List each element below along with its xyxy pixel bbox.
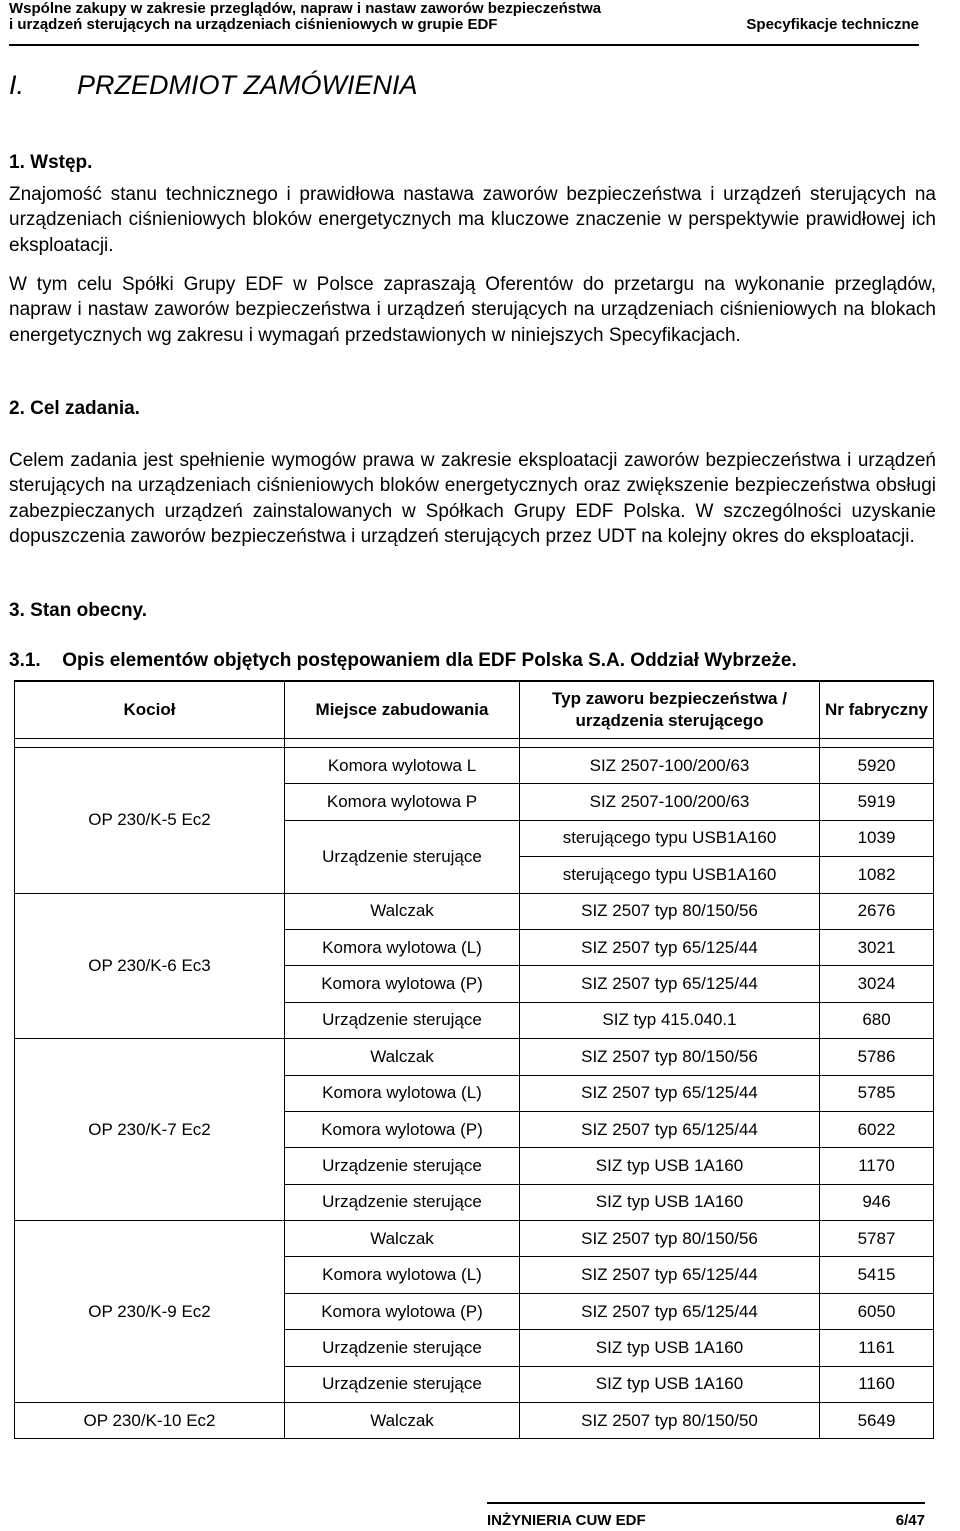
cell-nr: 1160 [820, 1366, 934, 1402]
boiler-name: OP 230/K-5 Ec2 [15, 748, 285, 894]
table-header-row [15, 681, 934, 739]
cell-nr: 5415 [820, 1257, 934, 1293]
cell-miejsce: Urządzenie sterujące [285, 1184, 520, 1220]
cell-miejsce: Urządzenie sterujące [285, 1366, 520, 1402]
section-number: I. [9, 70, 25, 100]
cell-typ: SIZ 2507 typ 65/125/44 [520, 1075, 820, 1111]
cell-miejsce: Komora wylotowa (P) [285, 1111, 520, 1147]
cell-typ: SIZ typ USB 1A160 [520, 1330, 820, 1366]
cell-miejsce: Komora wylotowa L [285, 748, 520, 784]
boiler-name: OP 230/K-9 Ec2 [15, 1221, 285, 1403]
cell-nr: 3021 [820, 929, 934, 965]
heading-cel-zadania [9, 398, 140, 420]
heading-number: 3. [9, 600, 25, 621]
cell-typ: SIZ typ USB 1A160 [520, 1148, 820, 1184]
paragraph-goal: Celem zadania jest spełnienie wymogów prawa w zakresie eksploatacji zaworów bezpieczeństwa i urządzeń sterujących na urządzeniach ciśnieniowych bloków energetycznych oraz zwiększenie bezpieczeństwa obsługi zabezpieczanych urządzeń zainstalowanych w Spółkach Grupy EDF Polska. W szczególności uzyskanie dopuszczenia zaworów bezpieczeństwa i urządzeń sterujących przez UDT na kolejny okres do eksploatacji. [9, 450, 936, 547]
cell-nr: 5785 [820, 1075, 934, 1111]
cell-miejsce: Urządzenie sterujące [285, 1330, 520, 1366]
cell-nr: 5920 [820, 748, 934, 784]
cell-miejsce: Komora wylotowa (P) [285, 1293, 520, 1329]
cell-typ: sterującego typu USB1A160 [520, 857, 820, 893]
footer-divider [487, 1502, 925, 1504]
cell-nr: 1039 [820, 820, 934, 856]
col-header-typ: Typ zaworu bezpieczeństwa / urządzenia sterującego [520, 681, 820, 739]
cell-typ: sterującego typu USB1A160 [520, 820, 820, 856]
cell-nr: 680 [820, 1002, 934, 1038]
col-header-nr: Nr fabryczny [820, 681, 934, 739]
table-spacer [15, 739, 934, 748]
heading-text: Opis elementów objętych postępowaniem dla EDF Polska S.A. Oddział Wybrzeże. [62, 650, 797, 671]
heading-wstep [9, 152, 92, 174]
col-header-miejsce: Miejsce zabudowania [285, 681, 520, 739]
cell-typ: SIZ 2507 typ 80/150/56 [520, 1221, 820, 1257]
boiler-name: OP 230/K-6 Ec3 [15, 893, 285, 1039]
cell-typ: SIZ 2507 typ 65/125/44 [520, 1257, 820, 1293]
equipment-table [14, 680, 934, 1439]
table-row [15, 748, 934, 784]
col-header-kociol: Kocioł [15, 681, 285, 739]
paragraph-invitation: W tym celu Spółki Grupy EDF w Polsce zapraszają Oferentów do przetargu na wykonanie przeglądów, napraw i nastaw zaworów bezpieczeństwa i urządzeń sterujących na urządzeniach ciśnieniowych na blokach energetycznych wg zakresu i wymagań przedstawionych w niniejszych Specyfikacjach. [9, 274, 936, 346]
cell-miejsce: Komora wylotowa (L) [285, 1075, 520, 1111]
section-title-text: PRZEDMIOT ZAMÓWIENIA [77, 70, 418, 100]
cell-miejsce: Komora wylotowa (L) [285, 1257, 520, 1293]
cell-typ: SIZ 2507 typ 65/125/44 [520, 929, 820, 965]
boiler-name: OP 230/K-10 Ec2 [15, 1403, 285, 1439]
table-row [15, 1039, 934, 1075]
cell-nr: 5649 [820, 1403, 934, 1439]
cell-typ: SIZ 2507 typ 65/125/44 [520, 1293, 820, 1329]
footer-page-number: 6/47 [895, 1512, 925, 1529]
cell-miejsce: Komora wylotowa P [285, 784, 520, 820]
heading-number: 3.1. [9, 650, 41, 671]
cell-miejsce: Walczak [285, 1221, 520, 1257]
cell-miejsce: Urządzenie sterujące [285, 1002, 520, 1038]
cell-miejsce: Urządzenie sterujące [285, 820, 520, 893]
cell-miejsce: Walczak [285, 1403, 520, 1439]
heading-text: Wstęp. [30, 152, 93, 173]
cell-typ: SIZ 2507-100/200/63 [520, 784, 820, 820]
cell-typ: SIZ typ USB 1A160 [520, 1366, 820, 1402]
cell-nr: 3024 [820, 966, 934, 1002]
table-row [15, 1221, 934, 1257]
cell-nr: 5787 [820, 1221, 934, 1257]
cell-typ: SIZ typ USB 1A160 [520, 1184, 820, 1220]
cell-miejsce: Walczak [285, 1039, 520, 1075]
cell-typ: SIZ 2507 typ 80/150/50 [520, 1403, 820, 1439]
boiler-name: OP 230/K-7 Ec2 [15, 1039, 285, 1221]
cell-miejsce: Walczak [285, 893, 520, 929]
section-title [9, 70, 418, 101]
cell-nr: 6022 [820, 1111, 934, 1147]
cell-miejsce: Komora wylotowa (L) [285, 929, 520, 965]
table-row [15, 1403, 934, 1439]
page-header [9, 0, 919, 46]
cell-typ: SIZ 2507 typ 80/150/56 [520, 1039, 820, 1075]
cell-miejsce: Urządzenie sterujące [285, 1148, 520, 1184]
cell-miejsce: Komora wylotowa (P) [285, 966, 520, 1002]
table-row [15, 893, 934, 929]
cell-nr: 1082 [820, 857, 934, 893]
cell-typ: SIZ 2507 typ 65/125/44 [520, 966, 820, 1002]
heading-stan-obecny [9, 600, 147, 622]
cell-nr: 946 [820, 1184, 934, 1220]
cell-typ: SIZ 2507-100/200/63 [520, 748, 820, 784]
paragraph-intro: Znajomość stanu technicznego i prawidłowa nastawa zaworów bezpieczeństwa i urządzeń sterujących na urządzeniach ciśnieniowych bloków energetycznych ma kluczowe znaczenie w perspektywie prawidłowej ich eksploatacji. [9, 184, 936, 256]
header-title-line2: i urządzeń sterujących na urządzeniach ciśnieniowych w grupie EDF [9, 16, 498, 33]
heading-number: 1. [9, 152, 25, 173]
heading-number: 2. [9, 398, 25, 419]
heading-text: Cel zadania. [30, 398, 140, 419]
heading-opis-elementow [9, 650, 797, 672]
cell-nr: 1161 [820, 1330, 934, 1366]
cell-nr: 5786 [820, 1039, 934, 1075]
footer-department: INŻYNIERIA CUW EDF [487, 1512, 646, 1529]
cell-nr: 6050 [820, 1293, 934, 1329]
header-title-line1: Wspólne zakupy w zakresie przeglądów, napraw i nastaw zaworów bezpieczeństwa [9, 0, 602, 17]
cell-typ: SIZ 2507 typ 80/150/56 [520, 893, 820, 929]
cell-typ: SIZ 2507 typ 65/125/44 [520, 1111, 820, 1147]
cell-nr: 2676 [820, 893, 934, 929]
cell-nr: 5919 [820, 784, 934, 820]
cell-typ: SIZ typ 415.040.1 [520, 1002, 820, 1038]
cell-nr: 1170 [820, 1148, 934, 1184]
heading-text: Stan obecny. [30, 600, 147, 621]
header-doc-type: Specyfikacje techniczne [746, 16, 919, 33]
